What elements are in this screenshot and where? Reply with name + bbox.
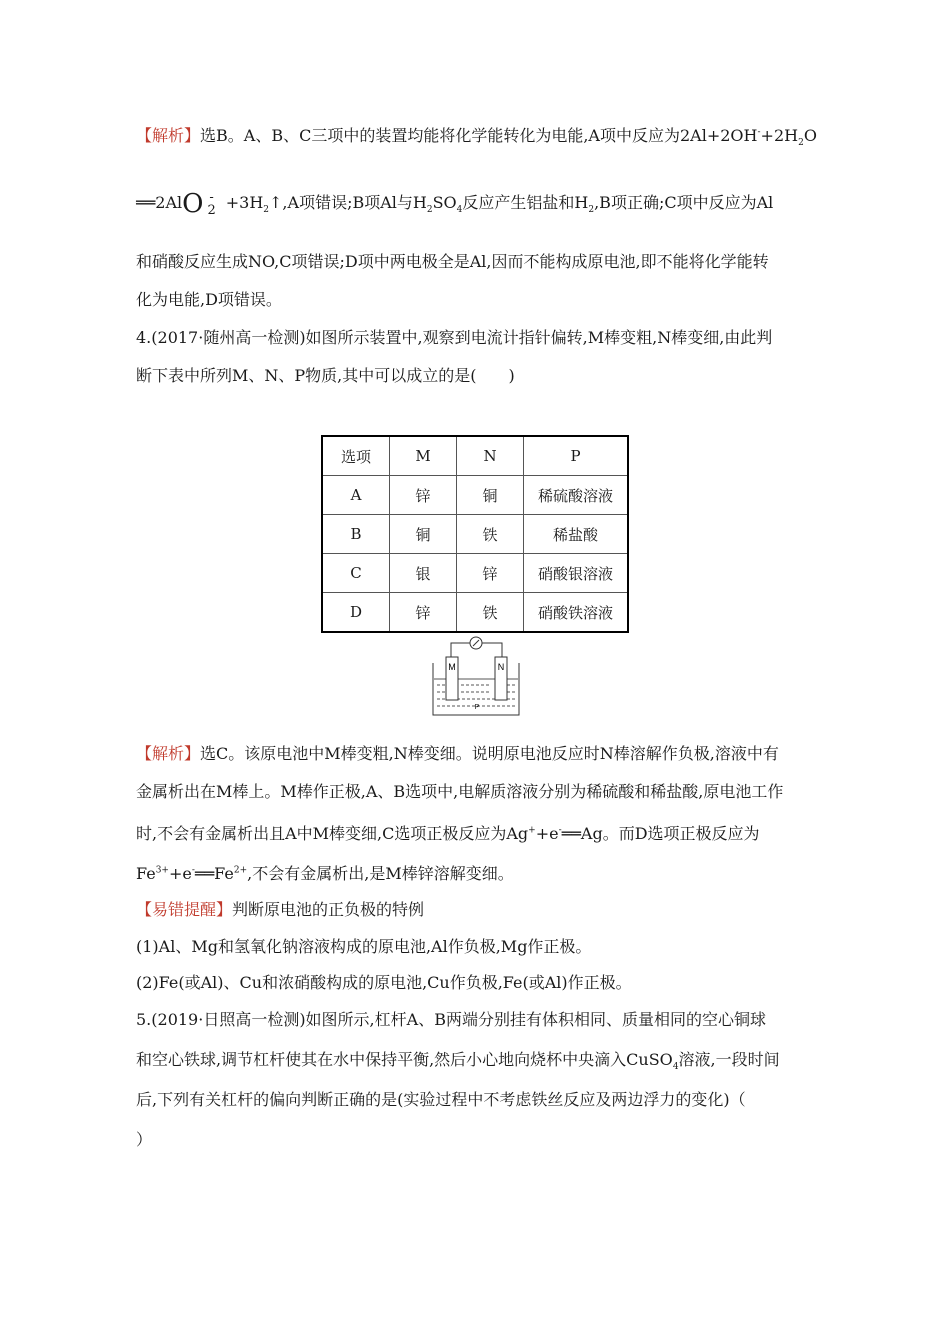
analysis2-line4: $Fe^{3+}+e^-══Fe^{2+}$,不会有金属析出,是M棒锌溶解变细。 <box>136 864 514 883</box>
table-header-cell: M <box>390 436 457 476</box>
table-header-cell: P <box>524 436 629 476</box>
table-row <box>322 593 628 633</box>
q5-line1: 5.(2019·日照高一检测)如图所示,杠杆A、B两端分别挂有体积相同、质量相同的空心铜球 <box>136 1010 766 1029</box>
galvanometer-icon <box>470 637 482 649</box>
table-cell: 锌 <box>457 554 524 593</box>
q4-line2: 断下表中所列M、N、P物质,其中可以成立的是( ) <box>136 366 515 385</box>
table-row <box>322 515 628 554</box>
table-cell: 铜 <box>390 515 457 554</box>
table-row <box>322 554 628 593</box>
galvanic-cell-figure <box>431 633 521 719</box>
table-header-cell: 选项 <box>322 436 390 476</box>
analysis2-line2: 金属析出在M棒上。M棒作正极,A、B选项中,电解质溶液分别为稀硫酸和稀盐酸,原电池工作 <box>136 782 784 801</box>
analysis1-line4: 化为电能,D项错误。 <box>136 290 282 309</box>
analysis1-line1: 【解析】选B。A、B、C三项中的装置均能将化学能转化为电能,A项中反应为$2Al+2OH^-+2H_2O$ <box>136 126 817 149</box>
wire-left <box>451 643 470 657</box>
analysis2-tag: 【解析】 <box>136 744 201 763</box>
tip-line2: (2)Fe(或Al)、Cu和浓硝酸构成的原电池,Cu作负极,Fe(或Al)作正极。 <box>136 973 632 992</box>
electrode-n-label: N <box>497 662 505 672</box>
table-cell: 锌 <box>390 593 457 633</box>
tip-tag: 【易错提醒】 <box>136 900 233 919</box>
table-cell: 铁 <box>457 515 524 554</box>
table-header-cell: N <box>457 436 524 476</box>
aluminate-charge: - 2 <box>207 189 216 218</box>
table-cell: 硝酸铁溶液 <box>524 593 629 633</box>
table-row <box>322 476 628 515</box>
tip-line1: (1)Al、Mg和氢氧化钠溶液构成的原电池,Al作负极,Mg作正极。 <box>136 937 592 956</box>
table-cell: 稀硫酸溶液 <box>524 476 629 515</box>
tip-heading: 【易错提醒】判断原电池的正负极的特例 <box>136 900 425 919</box>
table-cell: 银 <box>390 554 457 593</box>
q5-line3: 后,下列有关杠杆的偏向判断正确的是(实验过程中不考虑铁丝反应及两边浮力的变化)（ <box>136 1090 746 1109</box>
analysis1-tag: 【解析】 <box>136 126 201 145</box>
table-cell: 硝酸银溶液 <box>524 554 629 593</box>
table-header-row <box>322 436 628 476</box>
table-cell: 铁 <box>457 593 524 633</box>
q5-line2: 和空心铁球,调节杠杆使其在水中保持平衡,然后小心地向烧杯中央滴入CuSO$_4$溶液,一段时间 <box>136 1050 780 1073</box>
table-cell: 锌 <box>390 476 457 515</box>
options-table <box>321 435 629 633</box>
table-cell: 铜 <box>457 476 524 515</box>
analysis2-line1: 【解析】选C。该原电池中M棒变粗,N棒变细。说明原电池反应时N棒溶解作负极,溶液中有 <box>136 744 779 763</box>
q4-line1: 4.(2017·随州高一检测)如图所示装置中,观察到电流计指针偏转,M棒变粗,N棒变细,由此判 <box>136 328 773 347</box>
solution-p-label: P <box>474 704 480 711</box>
table-cell: D <box>322 593 390 633</box>
analysis1-line2: ══2AlO - $2 +3H_2↑,A$项错误;B项Al与$H_2SO_4$反应产生铝盐和$H_2,B$项正确;C项中反应为Al <box>136 189 774 219</box>
table-cell: 稀盐酸 <box>524 515 629 554</box>
analysis2-line3: 时,不会有金属析出且A中M棒变细,C选项正极反应为Ag++e-══Ag。而D选项正极反应为 <box>136 824 760 843</box>
q5-line4: ） <box>136 1130 153 1149</box>
wire-right <box>482 643 502 657</box>
table-cell: B <box>322 515 390 554</box>
electrode-m-label: M <box>448 662 456 672</box>
table-cell: C <box>322 554 390 593</box>
analysis1-line3: 和硝酸反应生成NO,C项错误;D项中两电极全是Al,因而不能构成原电池,即不能将化学能转 <box>136 252 769 271</box>
table-cell: A <box>322 476 390 515</box>
